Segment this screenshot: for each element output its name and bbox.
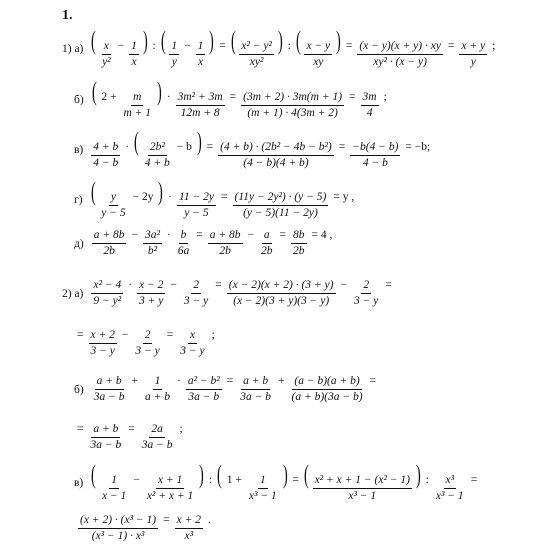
math-symbol: − [117,40,125,52]
denominator: 4 + b [144,157,170,170]
numerator: 3m² + 3m [176,91,225,106]
line-3 [74,129,433,170]
denominator: 4 [366,107,373,120]
fraction [357,40,443,69]
numerator: x − 2 [137,279,165,294]
fraction [239,40,274,69]
line-5 [74,229,335,258]
math-symbol: · [166,91,171,103]
math-symbol: = [385,279,392,291]
denominator: x [197,56,204,69]
denominator: x² + x + 1 [146,490,194,503]
denominator: x − 1 [101,490,127,503]
numerator: x [102,40,111,55]
numerator: x − y [304,40,332,55]
expression [76,514,214,543]
denominator: 3a − b [141,439,173,452]
left-bracket: ( [134,127,139,156]
numerator: 2 [191,279,201,294]
math-symbol: : [208,474,213,486]
left-bracket: ( [90,177,96,206]
fraction [352,279,380,308]
denominator: 3 + y [139,295,164,308]
right-bracket: ) [415,460,421,489]
math-symbol: − [121,329,129,341]
expression [90,229,336,258]
denominator: xy² [249,56,264,69]
fraction [143,229,162,258]
math-symbol: : [152,40,156,52]
fraction [92,229,127,258]
denominator: (4 − b)(4 + b) [243,157,309,170]
numerator: 2a [149,423,165,438]
math-symbol: − [247,229,255,241]
line-2 [74,79,390,120]
fraction [91,279,123,308]
fraction [140,423,175,452]
denominator: y [470,56,476,69]
math-symbol: ; [179,423,183,435]
denominator: 2b [293,245,305,258]
left-bracket: ( [91,77,97,106]
math-symbol: ; [492,40,496,52]
numerator: 11 − 2y [177,191,216,206]
math-symbol: = [447,40,455,52]
numerator: 1 [109,474,119,489]
numerator: x² − y² [239,40,274,55]
left-bracket: ( [217,460,222,489]
denominator: 3a − b [93,391,125,404]
math-symbol: = [128,423,135,435]
math-symbol: − [340,279,347,291]
expression [89,279,394,308]
label-1a: 1) а) [62,42,84,55]
denominator: xy [313,56,324,69]
fraction [89,329,117,358]
denominator: x³ − 1 [248,490,277,503]
fraction [133,329,161,358]
right-bracket: ) [196,127,202,156]
fraction [137,279,165,308]
denominator: 3 − y [135,345,160,358]
fraction [129,40,139,69]
left-bracket: ( [91,26,97,55]
numerator: 2b² [148,141,167,156]
expression [89,129,433,170]
math-symbol: = [349,91,356,103]
math-symbol: − [131,229,138,241]
numerator: x + 2 [175,514,203,529]
numerator: a² − b² [186,375,222,390]
fraction [459,40,487,69]
math-symbol: = [77,423,84,435]
line-7 [74,329,218,358]
math-symbol: = y , [333,191,355,203]
denominator: (x − 2)(3 + y)(3 − y) [233,295,330,308]
numerator: (11y − 2y²) · (y − 5) [233,191,329,206]
denominator: 3a − b [240,391,271,404]
math-symbol: − b [176,141,192,153]
numerator: (x + 2) · (x³ − 1) [78,514,158,529]
math-symbol: · [166,229,171,241]
fraction [100,474,128,503]
denominator: x³ − 1 [435,490,464,503]
numerator: 1 [196,40,206,55]
math-symbol: = [215,279,222,291]
denominator: 3a − b [188,391,220,404]
fraction [304,40,332,69]
math-symbol: = [345,40,353,52]
numerator: x² + x + 1 − (x² − 1) [313,474,412,489]
math-symbol: 2 + [101,91,117,103]
numerator: a + b [95,375,124,390]
math-symbol: = [279,229,287,241]
numerator: a + b [91,423,120,438]
fraction [291,229,307,258]
denominator: y − 5 [101,207,126,220]
denominator: 9 − y² [93,295,122,308]
denominator: x [131,56,137,69]
left-bracket: ( [295,26,301,55]
math-symbol: + [131,375,138,387]
math-symbol: − [184,40,191,52]
math-symbol: = [163,514,170,526]
right-bracket: ) [157,77,162,106]
fraction [143,375,172,404]
math-symbol: = [292,474,299,486]
math-symbol: = [221,191,228,203]
math-symbol: = [369,375,377,387]
math-symbol: = [196,229,203,241]
fraction [259,229,275,258]
right-bracket: ) [199,460,204,489]
expression [89,179,358,220]
line-6 [62,279,395,308]
numerator: 8b [291,229,307,244]
expression [90,79,390,120]
numerator: x [188,329,197,344]
fraction [361,91,379,120]
fraction [143,141,172,170]
label-2a: 2) а) [62,287,84,300]
fraction [176,229,192,258]
fraction [99,191,127,220]
denominator: 2b [103,245,115,258]
fraction [247,474,279,503]
math-symbol: + [277,375,285,387]
expression [90,375,379,404]
fraction [350,141,400,170]
line-1 [62,28,498,69]
numerator: 3m [361,91,379,106]
numerator: 2 [143,329,153,344]
numerator: m [131,91,143,106]
fraction [89,423,124,452]
fraction [233,191,329,220]
denominator: 2b [219,245,231,258]
left-bracket: ( [91,460,96,489]
math-symbol: 1 + [226,474,242,486]
left-bracket: ( [230,26,236,55]
left-bracket: ( [303,460,309,489]
denominator: x³ − 1 [348,490,377,503]
label-1b: б) [74,93,84,106]
denominator: y [171,56,177,69]
denominator: 3a − b [90,439,122,452]
math-symbol: · [176,375,181,387]
numerator: x³ [444,474,457,489]
denominator: x³ [184,530,194,543]
fraction [196,40,206,69]
math-symbol: = [166,329,174,341]
fraction [175,514,203,543]
math-symbol: · [125,141,130,153]
math-symbol: · [168,191,172,203]
line-10 [74,462,480,503]
denominator: 4 − b [362,157,388,170]
numerator: x + y [459,40,487,55]
fraction [227,279,336,308]
fraction [434,474,466,503]
denominator: 3 − y [354,295,379,308]
math-symbol: . [208,514,211,526]
fraction [182,279,210,308]
label-1g: г) [74,193,83,206]
denominator: (a + b)(3a − b) [291,391,363,404]
denominator: 12m + 8 [180,107,220,120]
right-bracket: ) [158,177,164,206]
left-bracket: ( [160,26,166,55]
denominator: 3 − y [90,345,115,358]
fraction [177,191,216,220]
math-symbol: − [170,279,177,291]
numerator: 1 [129,40,139,55]
label-1v: в) [74,143,84,156]
denominator: xy² · (x − y) [373,56,427,69]
denominator: (y − 5)(11 − 2y) [243,207,318,220]
denominator: a + b [144,391,170,404]
numerator: 2 [361,279,371,294]
expression [89,28,498,69]
numerator: (a − b)(a + b) [292,375,361,390]
label-1d: д) [74,237,84,250]
math-symbol: = [229,91,237,103]
numerator: x² − 4 [91,279,123,294]
math-symbol: = [77,329,84,341]
numerator: (x − 2)(x + 2) · (3 + y) [227,279,336,294]
math-symbol: − [133,474,140,486]
math-symbol: = [470,474,478,486]
numerator: b [179,229,189,244]
denominator: 6a [177,245,190,258]
line-8 [74,375,379,404]
line-4 [74,179,357,220]
denominator: m + 1 [123,107,152,120]
numerator: 1 [258,474,268,489]
numerator: a + b [241,375,270,390]
numerator: y [109,191,118,206]
label-2b: б) [74,383,84,396]
numerator: 1 [153,375,163,390]
fraction [169,40,179,69]
numerator: a [262,229,272,244]
math-symbol: = [206,141,214,153]
right-bracket: ) [142,26,148,55]
denominator: (m + 1) · 4(3m + 2) [247,107,338,120]
right-bracket: ) [282,460,288,489]
numerator: (4 + b) · (2b² − 4b − b²) [218,141,334,156]
fraction [241,91,344,120]
fraction [313,474,412,503]
math-symbol: ; [383,91,387,103]
math-symbol: = 4 , [311,229,333,241]
numerator: 1 [169,40,179,55]
numerator: x + 1 [156,474,184,489]
fraction [218,141,334,170]
fraction [208,229,243,258]
numerator: 3a² [143,229,162,244]
denominator: y² [102,56,111,69]
denominator: (x³ − 1) · x³ [91,530,145,543]
numerator: a + 8b [92,229,127,244]
math-symbol: = [219,40,226,52]
numerator: (3m + 2) · 3m(m + 1) [241,91,344,106]
denominator: y − 5 [184,207,209,220]
label-2v: в) [74,476,84,489]
math-symbol: : [287,40,291,52]
numerator: x + 2 [89,329,117,344]
fraction [178,329,206,358]
expression [74,423,186,452]
numerator: −b(4 − b) [350,141,400,156]
fraction [238,375,273,404]
right-bracket: ) [277,26,283,55]
denominator: 2b [261,245,273,258]
fraction [186,375,222,404]
fraction [100,40,113,69]
line-9 [74,423,186,452]
right-bracket: ) [209,26,215,55]
fraction [92,375,127,404]
math-symbol: = [338,141,346,153]
numerator: 4 + b [91,141,120,156]
numerator: a + 8b [208,229,243,244]
math-symbol: − 2y [132,191,154,203]
fraction [91,141,120,170]
math-symbol: = [226,375,234,387]
fraction [78,514,158,543]
expression [74,329,218,358]
right-bracket: ) [336,26,341,55]
expression [89,462,480,503]
denominator: 3 − y [180,345,205,358]
line-11 [76,514,214,543]
denominator: 3 − y [183,295,209,308]
math-symbol: = −b; [405,141,431,153]
math-symbol: · [128,279,133,291]
fraction [145,474,195,503]
exercise-heading: 1. [62,8,73,23]
numerator: (x − y)(x + y) · xy [357,40,443,55]
fraction [176,91,225,120]
denominator: b² [147,245,158,258]
fraction [121,91,153,120]
fraction [289,375,364,404]
math-symbol: : [425,474,429,486]
denominator: 4 − b [93,157,119,170]
math-symbol: ; [211,329,215,341]
